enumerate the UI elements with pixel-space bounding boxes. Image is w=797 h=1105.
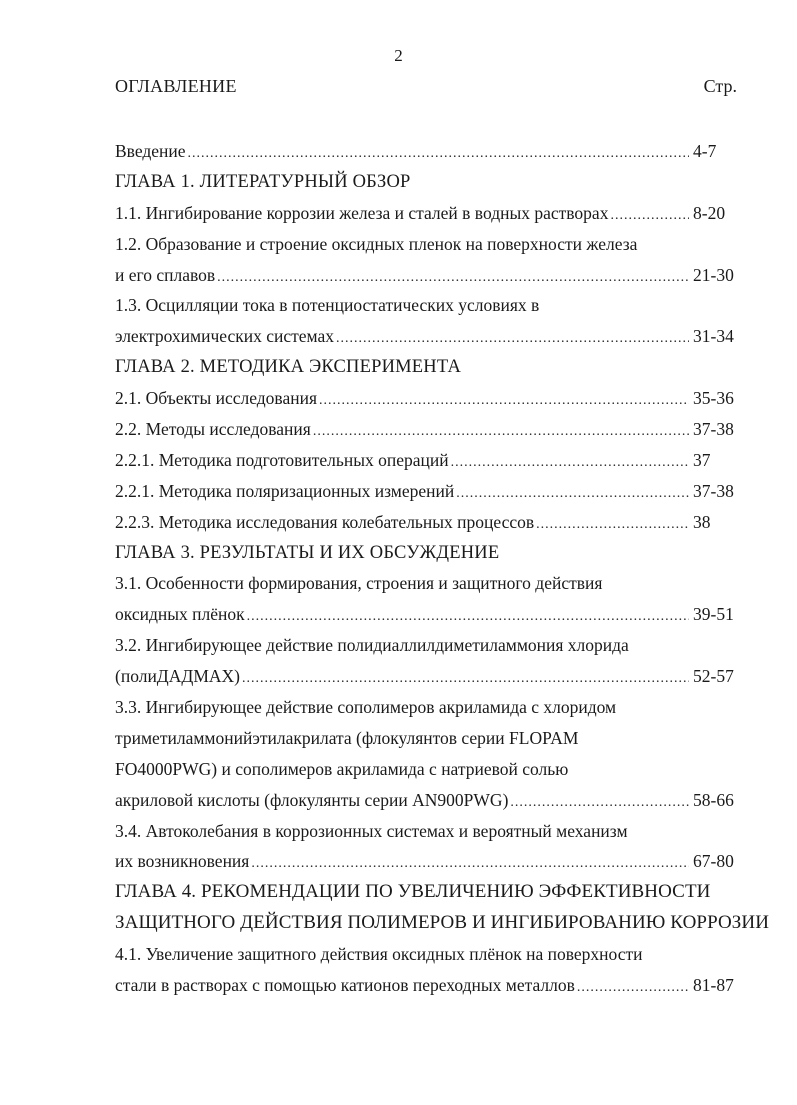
entry-page: 31-34 — [693, 326, 734, 347]
toc-entry-1-2-line1: 1.2. Образование и строение оксидных пленок на поверхности железа — [115, 233, 638, 254]
dot-leader — [456, 482, 689, 506]
entry-text: 2.2.3. Методика исследования колебательных процессов — [115, 511, 535, 532]
chapter-4-title-line1: ГЛАВА 4. РЕКОМЕНДАЦИИ ПО УВЕЛИЧЕНИЮ ЭФФЕКТИВНОСТИ — [115, 881, 711, 903]
dot-leader — [247, 605, 689, 629]
entry-text: 2.2.1. Методика подготовительных операций — [115, 449, 449, 470]
entry-page: 37-38 — [693, 480, 734, 501]
toc-entry-3-3-line2: триметиламмонийэтилакрилата (флокулянтов серии FLOPAM — [115, 727, 579, 748]
dot-leader — [242, 667, 689, 691]
dot-leader — [510, 791, 689, 815]
dot-leader — [451, 451, 689, 475]
entry-text: 1.1. Ингибирование коррозии железа и сталей в водных растворах — [115, 202, 609, 223]
toc-entry-3-4-line1: 3.4. Автоколебания в коррозионных системах и вероятный механизм — [115, 820, 628, 841]
entry-text: и его сплавов — [115, 264, 216, 285]
toc-entry-intro — [115, 139, 745, 170]
toc-entry-3-4 — [115, 849, 745, 880]
entry-text: 2.2.1. Методика поляризационных измерений — [115, 480, 455, 501]
entry-text: стали в растворах с помощью катионов переходных металлов — [115, 975, 575, 996]
entry-page: 4-7 — [693, 141, 717, 161]
dot-leader — [217, 266, 689, 290]
chapter-1-title: ГЛАВА 1. ЛИТЕРАТУРНЫЙ ОБЗОР — [115, 171, 411, 192]
entry-page: 21-30 — [693, 264, 734, 285]
toc-entry-3-2-line1: 3.2. Ингибирующее действие полидиаллилдиметиламмония хлорида — [115, 635, 629, 656]
dot-leader — [336, 327, 689, 351]
entry-text: Введение — [115, 141, 186, 161]
toc-entry-4-1-line1: 4.1. Увеличение защитного действия оксидных плёнок на поверхности — [115, 944, 643, 965]
chapter-3-title: ГЛАВА 3. РЕЗУЛЬТАТЫ И ИХ ОБСУЖДЕНИЕ — [115, 542, 500, 563]
table-of-contents — [115, 139, 770, 1004]
dot-leader — [319, 389, 689, 413]
entry-text: оксидных плёнок — [115, 604, 245, 625]
toc-entry-3-1 — [115, 602, 745, 633]
chapter-2-title: ГЛАВА 2. МЕТОДИКА ЭКСПЕРИМЕНТА — [115, 357, 462, 378]
entry-text: акриловой кислоты (флокулянты серии AN900PWG) — [115, 789, 509, 810]
entry-page: 58-66 — [693, 789, 734, 810]
toc-entry-2-2-3 — [115, 510, 745, 541]
toc-entry-2-1 — [115, 386, 745, 417]
dot-leader — [251, 852, 689, 876]
entry-page: 37 — [693, 449, 711, 470]
chapter-4-title-line2: ЗАЩИТНОГО ДЕЙСТВИЯ ПОЛИМЕРОВ И ИНГИБИРОВАНИЮ КОРРОЗИИ — [115, 912, 770, 934]
entry-page: 38 — [693, 511, 711, 532]
dot-leader — [577, 976, 689, 1000]
toc-entry-3-3-line1: 3.3. Ингибирующее действие сополимеров акриламида с хлоридом — [115, 697, 617, 718]
entry-text: 2.2. Методы исследования — [115, 419, 311, 440]
toc-entry-1-3 — [115, 324, 745, 355]
toc-entry-3-3 — [115, 788, 745, 819]
page-number: 2 — [394, 46, 403, 65]
entry-page: 81-87 — [693, 975, 734, 996]
entry-page: 37-38 — [693, 419, 734, 440]
entry-text: 2.1. Объекты исследования — [115, 388, 318, 409]
toc-entry-2-2-1a — [115, 448, 745, 479]
entry-text: электрохимических системах — [115, 326, 334, 347]
entry-page: 39-51 — [693, 604, 734, 625]
entry-page: 52-57 — [693, 666, 734, 687]
toc-entry-3-2 — [115, 664, 745, 695]
toc-entry-4-1 — [115, 973, 745, 1004]
entry-page: 35-36 — [693, 388, 734, 409]
toc-header — [115, 76, 737, 100]
toc-entry-3-1-line1: 3.1. Особенности формирования, строения и защитного действия — [115, 573, 603, 594]
toc-entry-3-3-line3: FO4000PWG) и сополимеров акриламида с натриевой солью — [115, 758, 569, 779]
toc-entry-1-3-line1: 1.3. Осцилляции тока в потенциостатических условиях в — [115, 295, 540, 316]
dot-leader — [610, 204, 689, 228]
entry-page: 8-20 — [693, 202, 726, 223]
toc-entry-2-2-1b — [115, 479, 745, 510]
toc-entry-1-2 — [115, 263, 745, 294]
toc-entry-2-2 — [115, 417, 745, 448]
entry-text: (полиДАДМАХ) — [115, 666, 240, 687]
entry-text: их возникновения — [115, 851, 250, 872]
dot-leader — [536, 513, 689, 537]
page-column-label: Стр. — [703, 76, 737, 96]
entry-page: 67-80 — [693, 851, 734, 872]
toc-title: ОГЛАВЛЕНИЕ — [115, 76, 237, 96]
toc-entry-1-1 — [115, 201, 745, 232]
dot-leader — [313, 420, 689, 444]
dot-leader — [188, 142, 689, 166]
